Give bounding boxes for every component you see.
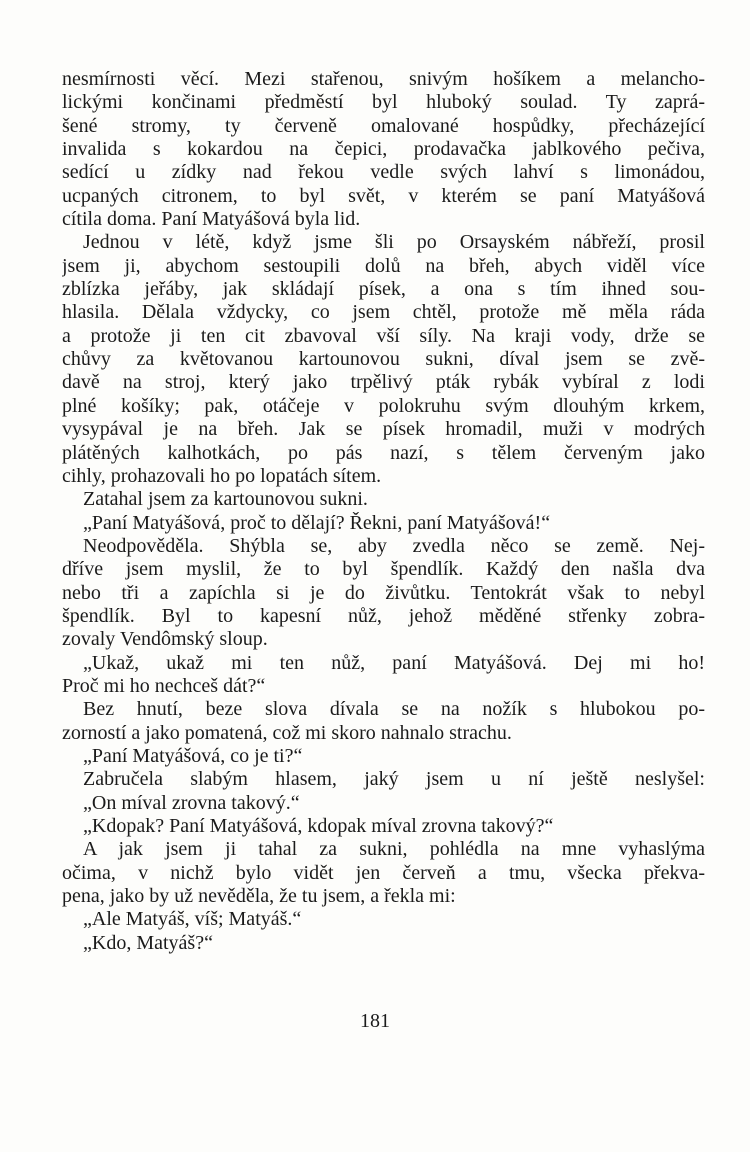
text-line: Jednou v létě, když jsme šli po Orsayském nábřeží, prosil [83,231,705,254]
text-line: plné košíky; pak, otáčeje v polokruhu svým dlouhým krkem, [62,394,705,417]
text-line: „Ukaž, ukaž mi ten nůž, paní Matyášová. Dej mi ho! [83,651,705,674]
text-line: Bez hnutí, beze slova dívala se na nožík s hlubokou po- [83,698,705,721]
text-line: dříve jsem myslil, že to byl špendlík. Každý den našla dva [62,558,705,581]
text-line: Zatahal jsem za kartounovou sukni. [83,488,368,511]
text-line: a protože ji ten cit zbavoval vší síly. Na kraji vody, drže se [62,324,705,347]
body-text [62,68,705,955]
text-line: A jak jsem ji tahal za sukni, pohlédla na mne vyhaslýma [83,838,705,861]
text-line: špendlík. Byl to kapesní nůž, jehož měděné střenky zobra- [62,604,705,627]
text-line: „Paní Matyášová, proč to dělají? Řekni, paní Matyášová!“ [83,511,551,534]
text-line: vysypával je na břeh. Jak se písek hromadil, muži v modrých [62,418,705,441]
text-line: Neodpověděla. Shýbla se, aby zvedla něco se země. Nej- [83,534,705,557]
text-line: davě na stroj, který jako trpělivý pták rybák vybíral z lodi [62,371,705,394]
page-number: 181 [360,1010,390,1032]
text-line: cihly, prohazovali ho po lopatách sítem. [62,464,382,487]
text-line: „Kdo, Matyáš?“ [83,931,213,954]
text-line: „Ale Matyáš, víš; Matyáš.“ [83,908,302,931]
text-line: zorností a jako pomatená, což mi skoro nahnalo strachu. [62,721,512,744]
text-line: očima, v nichž bylo vidět jen červeň a tmu, všecka překva- [62,861,705,884]
text-line: „Paní Matyášová, co je ti?“ [83,744,303,767]
text-line: zovaly Vendômský sloup. [62,628,268,651]
text-line: chůvy za květovanou kartounovou sukni, díval jsem se zvě- [62,348,705,371]
text-line: nebo tři a zapíchla si je do živůtku. Tentokrát však to nebyl [62,581,705,604]
text-line: zblízka jeřáby, jak skládají písek, a ona s tím ihned sou- [62,278,705,301]
text-line: šené stromy, ty červeně omalované hospůdky, přecházející [62,114,705,137]
text-line: Zabručela slabým hlasem, jaký jsem u ní ještě neslyšel: [83,768,705,791]
text-line: invalida s kokardou na čepici, prodavačka jablkového pečiva, [62,138,705,161]
text-line: lickými končinami předměstí byl hluboký soulad. Ty zaprá- [62,91,705,114]
text-line: jsem ji, abychom sestoupili dolů na břeh, abych viděl více [62,254,705,277]
text-line: nesmírnosti věcí. Mezi stařenou, snivým hošíkem a melancho- [62,68,705,90]
text-line: ucpaných citronem, to byl svět, v kterém se paní Matyášová [62,184,705,207]
text-line: Proč mi ho nechceš dát?“ [62,674,266,697]
text-line: pena, jako by už nevěděla, že tu jsem, a řekla mi: [62,885,456,908]
text-line: hlasila. Dělala vždycky, co jsem chtěl, protože mě měla ráda [62,301,705,324]
text-line: „On míval zrovna takový.“ [83,791,300,814]
text-line: „Kdopak? Paní Matyášová, kdopak míval zrovna takový?“ [83,815,554,837]
text-line: sedící u zídky nad řekou vedle svých lahví s limonádou, [62,161,705,184]
text-line: plátěných kalhotkách, po pás nazí, s tělem červeným jako [62,441,705,464]
text-line: cítila doma. Paní Matyášová byla lid. [62,208,361,231]
